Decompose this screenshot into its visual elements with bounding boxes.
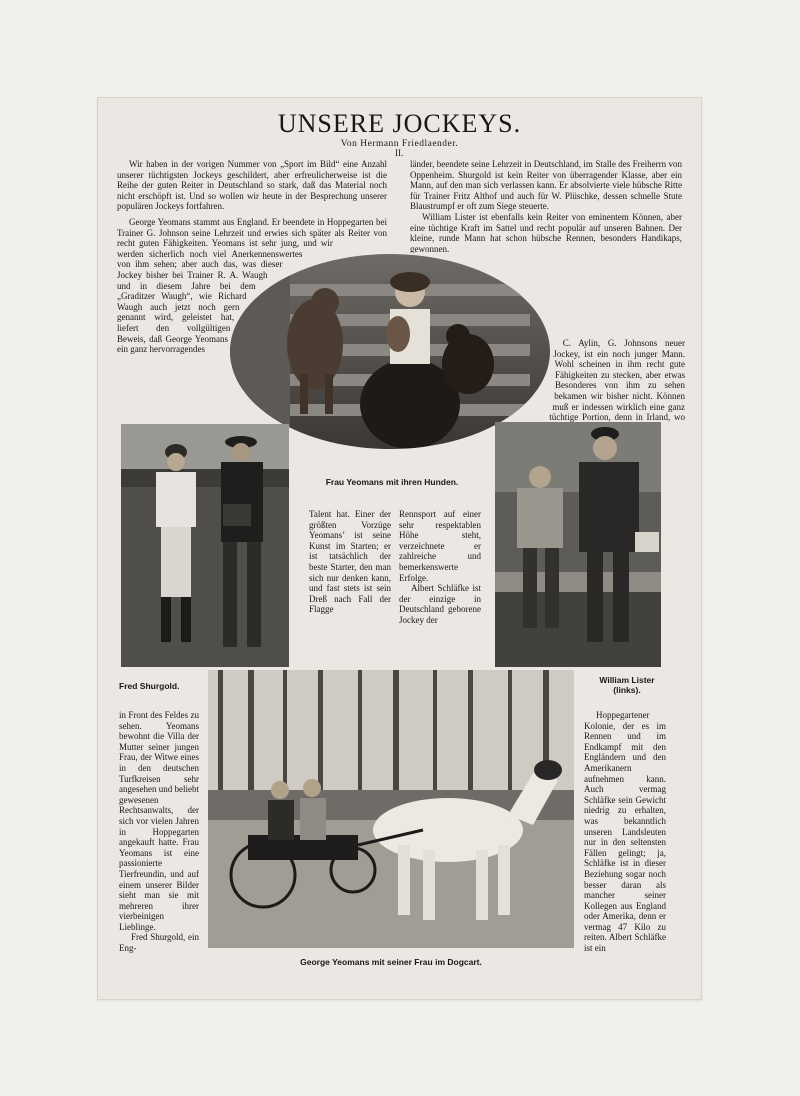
text-bottom-left bbox=[119, 710, 199, 954]
article-part-number: II. bbox=[395, 148, 404, 158]
paragraph-mid-left: Talent hat. Einer der größten Vorzüge Yeomans’ ist seine Kunst im Starten; er ist tatsächlich der beste Starter, den man sich nur denken kann, und fast stets ist sein Dreß nach Fall der Flagge bbox=[309, 509, 391, 615]
caption-shurgold: Fred Shurgold. bbox=[119, 681, 180, 691]
paragraph-shurgold: länder, beendete seine Lehrzeit in Deutschland, im Stalle des Freiherrn von Oppenheim. Shurgold ist kein Reiter von überragender Klasse, aber ein Mann, auf den man sich verlassen kann. Er absolvierte viele hübsche Ritte für Trainer Fritz Althof und auch für W. Plüschke, dessen schnelle Stute Blaustrumpf er oft zum Siege steuerte. bbox=[410, 159, 682, 212]
paragraph-bottom-left: in Front des Feldes zu sehen. Yeomans bewohnt die Villa der Mutter seiner jungen Frau, der Witwe eines in den deutschen Turfkreisen sehr angesehen und beliebt gewesenen Rechtsanwalts, der sich vor vielen Jahren in Hoppegarten angekauft hatte. Frau Yeomans ist eine passionierte Tierfreundin, und auf einem unserer Bilder sieht man sie mit mehreren ihrer vierbeinigen Lieblinge. bbox=[119, 710, 199, 932]
caption-dogs: Frau Yeomans mit ihren Hunden. bbox=[325, 477, 459, 487]
paragraph-aylin: C. Aylin, G. Johnsons neuer Jockey, ist ein noch junger Mann. Wohl scheinen in ihm recht gute Fähigkeiten zu stecken, aber etwas Besonderes von ihm zu sehen bekamen wir bisher nicht. Können muß er indessen wirklich eine ganz tüchtige Portion, denn in Irland, wo bbox=[549, 338, 685, 423]
paragraph-yeomans-wrapped: George Yeomans stammt aus England. Er beendete in Hoppegarten bei Trainer G. Johnson seine Lehrzeit und erwies sich später als Reiter von recht guten Fähigkeiten. Yeomans ist sehr jung, und wir werden sicherlich noch viel Anerkennenswertes von ihm sehen; aber auch das, was dieser Jockey bisher bei Trainer R. A. Waugh und in diesem Jahre bei dem „Graditzer Waugh“, wie Richard Waugh auch jetzt noch gern genannt wird, geleistet hat, liefert den vollgültigen Beweis, daß George Yeomans ein ganz hervorragendes bbox=[117, 217, 387, 355]
magazine-page bbox=[97, 97, 702, 1000]
photo-frau-yeomans-dogs bbox=[230, 254, 550, 449]
photo-dogcart bbox=[208, 670, 574, 948]
caption-lister bbox=[577, 675, 677, 695]
text-column-upper-left bbox=[117, 159, 387, 212]
paragraph-mid-right-a: Rennsport auf einer sehr respektablen Höhe steht, verzeichnete er zahlreiche und bemerkenswerte Erfolge. bbox=[399, 509, 481, 583]
text-column-upper-right bbox=[410, 159, 682, 254]
text-middle-left bbox=[309, 509, 391, 615]
paragraph-lister: William Lister ist ebenfalls kein Reiter von eminentem Können, aber eine tüchtige Kraft im Sattel und recht populär auf unseren Bahnen. Der kleine, runde Mann hat schon hübsche Rennen, besonders Handikaps, gewonnen. bbox=[410, 211, 682, 254]
paragraph-bottom-left-b: Fred Shurgold, ein Eng- bbox=[119, 932, 199, 954]
caption-lister-line1: William Lister bbox=[599, 675, 655, 685]
photo-william-lister bbox=[495, 422, 661, 667]
photo-fred-shurgold bbox=[121, 424, 289, 667]
caption-lister-line2: (links). bbox=[613, 685, 641, 695]
article-title: UNSERE JOCKEYS. bbox=[277, 109, 522, 138]
paragraph-mid-right-b: Albert Schläfke ist der einzige in Deutschland geborene Jockey der bbox=[399, 583, 481, 625]
caption-dogcart: George Yeomans mit seiner Frau im Dogcart. bbox=[300, 957, 482, 967]
paragraph-intro: Wir haben in der vorigen Nummer von „Sport im Bild“ eine Anzahl unserer tüchtigsten Jockeys geschildert, aber erfreulicherweise ist die Reihe der guten Reiter in Deutschland so stark, daß das Material noch nicht erschöpft ist. Und so wollen wir heute in der Besprechung unserer populären Jockeys fortfahren. bbox=[117, 159, 387, 212]
text-middle-right bbox=[399, 509, 481, 626]
article-byline: Von Hermann Friedlaender. bbox=[340, 139, 459, 149]
text-bottom-right bbox=[584, 710, 666, 954]
paragraph-bottom-right: Hoppegartener Kolonie, der es im Rennen und im Endkampf mit den Engländern und den Amerikanern aufnehmen kann. Auch vermag Schläfke sein Gewicht niedrig zu erhalten, was bekanntlich unseren Landsleuten nur in den seltensten Fällen gelingt; ja, Schläfke ist in dieser Beziehung sogar noch besser daran als mancher seiner Kollegen aus England oder Amerika, denn er vermag 47 Kilo zu reiten. Albert Schläfke ist ein bbox=[584, 710, 666, 954]
